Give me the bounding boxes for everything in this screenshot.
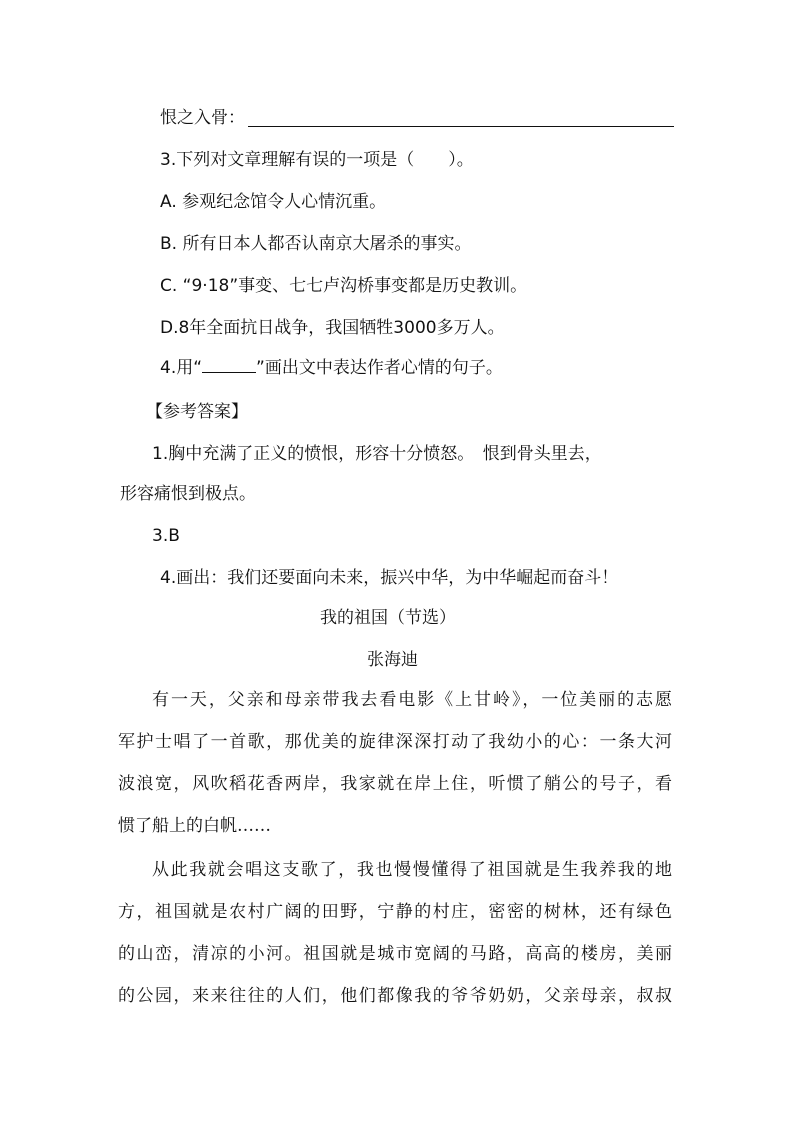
question-4-suffix: ”画出文中表达作者心情的句子。 <box>256 358 503 378</box>
paragraph-2-line-3: 的山峦，清凉的小河。祖国就是城市宽阔的马路，高高的楼房，美丽 <box>118 944 672 964</box>
passage-title: 我的祖国（节选） <box>320 608 456 628</box>
option-c: C. “9·18”事变、七七卢沟桥事变都是历史教训。 <box>160 276 528 296</box>
question-3: 3.下列对文章理解有误的一项是（ ）。 <box>160 150 474 170</box>
option-d: D.8年全面抗日战争，我国牺牲3000多万人。 <box>160 318 505 338</box>
question-4-prefix: 4.用“ <box>160 358 203 378</box>
passage-author: 张海迪 <box>367 650 418 670</box>
paragraph-2-line-4: 的公园，来来往往的人们，他们都像我的爷爷奶奶，父亲母亲，叔叔 <box>118 986 672 1006</box>
answer-4: 4.画出：我们还要面向未来，振兴中华，为中华崛起而奋斗！ <box>160 568 619 588</box>
option-b: B. 所有日本人都否认南京大屠杀的事实。 <box>160 234 472 254</box>
answer-1-line-1: 1.胸中充满了正义的愤恨，形容十分愤怒。 恨到骨头里去， <box>152 444 602 464</box>
paragraph-1-line-4: 惯了船上的白帆…… <box>118 816 271 836</box>
question-4-blank <box>202 358 256 373</box>
question-4 <box>160 356 503 380</box>
paragraph-1-line-2: 军护士唱了一首歌，那优美的旋律深深打动了我幼小的心：一条大河 <box>118 732 672 752</box>
answers-heading: 【参考答案】 <box>146 402 248 422</box>
paragraph-1-line-1: 有一天，父亲和母亲带我去看电影《上甘岭》，一位美丽的志愿 <box>152 690 672 710</box>
paragraph-2-line-1: 从此我就会唱这支歌了，我也慢慢懂得了祖国就是生我养我的地 <box>152 860 672 880</box>
answer-1-line-2: 形容痛恨到极点。 <box>120 484 256 504</box>
answer-3: 3.B <box>152 526 180 546</box>
question-2-idiom-label: 恨之入骨： <box>160 108 245 128</box>
answer-blank-line <box>248 126 674 127</box>
paragraph-2-line-2: 方，祖国就是农村广阔的田野，宁静的村庄，密密的树林，还有绿色 <box>118 902 672 922</box>
option-a: A. 参观纪念馆令人心情沉重。 <box>160 192 387 212</box>
paragraph-1-line-3: 波浪宽，风吹稻花香两岸，我家就在岸上住，听惯了艄公的号子，看 <box>118 774 672 794</box>
